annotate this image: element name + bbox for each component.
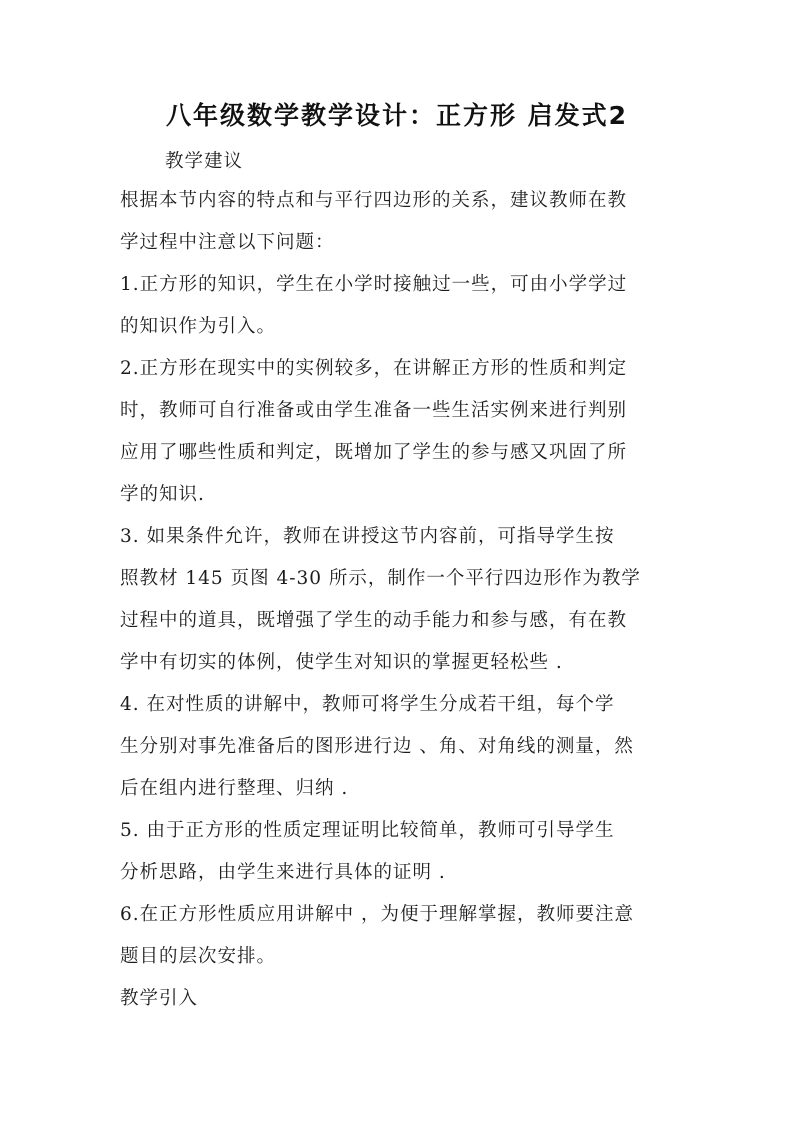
paragraph-line: 6.在正方形性质应用讲解中 ，为便于理解掌握，教师要注意 — [120, 904, 635, 925]
paragraph-line: 分析思路，由学生来进行具体的证明 . — [120, 862, 446, 883]
paragraph-line: 应用了哪些性质和判定，既增加了学生的参与感又巩固了所 — [120, 442, 628, 463]
paragraph-line: 照教材 145 页图 4-30 所示，制作一个平行四边形作为教学 — [120, 568, 641, 589]
paragraph-line: 生分别对事先准备后的图形进行边 、角、对角线的测量，然 — [120, 736, 634, 757]
paragraph-line: 4. 在对性质的讲解中，教师可将学生分成若干组，每个学 — [120, 694, 615, 715]
section-heading: 教学引入 — [120, 988, 199, 1009]
paragraph-line: 学过程中注意以下问题： — [120, 232, 335, 253]
document-title: 八年级数学教学设计：正方形 启发式2 — [165, 101, 629, 130]
paragraph-line: 根据本节内容的特点和与平行四边形的关系，建议教师在教 — [120, 190, 628, 211]
paragraph-line: 3. 如果条件允许，教师在讲授这节内容前，可指导学生按 — [120, 526, 615, 547]
paragraph-line: 5. 由于正方形的性质定理证明比较简单，教师可引导学生 — [120, 820, 615, 841]
paragraph-line: 1.正方形的知识，学生在小学时接触过一些，可由小学学过 — [120, 274, 628, 295]
paragraph-line: 学的知识. — [120, 484, 205, 505]
paragraph-line: 学中有切实的体例，使学生对知识的掌握更轻松些 . — [120, 652, 563, 673]
paragraph-line: 的知识作为引入。 — [120, 316, 277, 337]
paragraph-line: 题目的层次安排。 — [120, 946, 277, 967]
paragraph-line: 后在组内进行整理、归纳 . — [120, 778, 349, 799]
paragraph-line: 时，教师可自行准备或由学生准备一些生活实例来进行判别 — [120, 400, 628, 421]
section-heading: 教学建议 — [165, 151, 244, 172]
paragraph-line: 2.正方形在现实中的实例较多，在讲解正方形的性质和判定 — [120, 358, 628, 379]
paragraph-line: 过程中的道具，既增强了学生的动手能力和参与感，有在教 — [120, 610, 628, 631]
